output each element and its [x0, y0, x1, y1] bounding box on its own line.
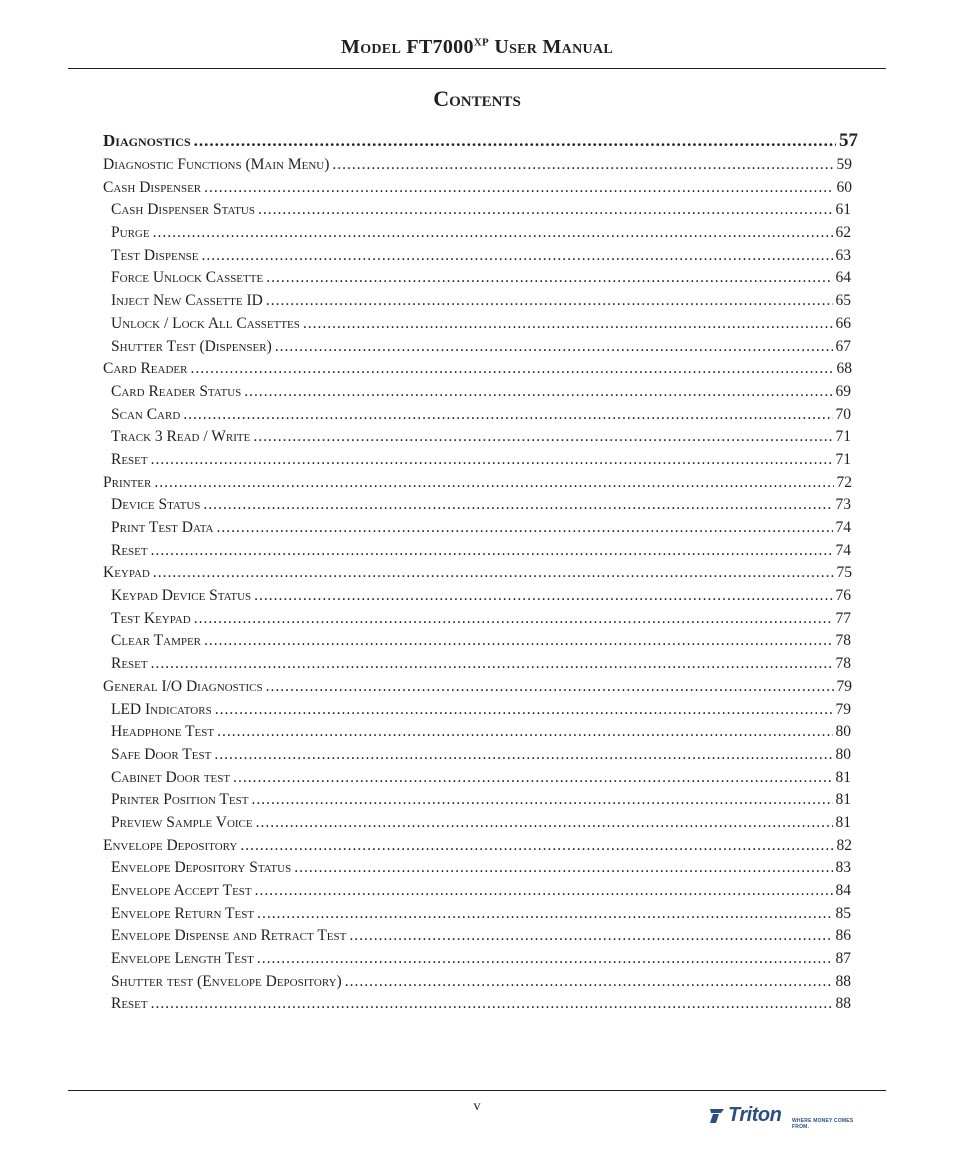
toc-entry[interactable]: [103, 610, 858, 633]
toc-dot-leader: [233, 769, 832, 787]
toc-entry-page: 86: [835, 927, 851, 945]
toc-entry[interactable]: [103, 746, 858, 769]
toc-entry-page: 83: [835, 859, 851, 877]
toc-entry-page: 57: [839, 130, 858, 151]
toc-dot-leader: [151, 995, 833, 1013]
toc-entry[interactable]: [103, 678, 858, 701]
toc-entry-label: Purge: [111, 224, 150, 242]
toc-entry[interactable]: [103, 859, 858, 882]
toc-dot-leader: [294, 859, 832, 877]
toc-entry-page: 71: [835, 428, 851, 446]
logo-brand-text: Triton: [728, 1104, 782, 1126]
header-rule: [68, 68, 886, 69]
toc-dot-leader: [190, 360, 833, 378]
toc-entry-page: 81: [835, 813, 851, 831]
toc-entry[interactable]: [103, 247, 858, 270]
toc-entry-label: Cash Dispenser Status: [111, 201, 255, 219]
toc-entry-label: Reset: [111, 450, 148, 468]
toc-entry[interactable]: [103, 156, 858, 179]
toc-dot-leader: [153, 224, 833, 242]
toc-entry-page: 61: [835, 201, 851, 219]
toc-entry[interactable]: [103, 587, 858, 610]
toc-dot-leader: [204, 632, 832, 650]
toc-entry[interactable]: [103, 224, 858, 247]
toc-dot-leader: [203, 496, 832, 514]
toc-entry[interactable]: [103, 655, 858, 678]
toc-entry-page: 66: [835, 314, 851, 332]
toc-dot-leader: [244, 383, 832, 401]
toc-entry-page: 80: [835, 745, 851, 763]
toc-entry-page: 73: [835, 496, 851, 514]
toc-entry-page: 69: [835, 382, 851, 400]
toc-entry-label: Envelope Accept Test: [111, 882, 252, 899]
toc-entry[interactable]: [103, 519, 858, 542]
toc-entry[interactable]: [103, 179, 858, 202]
toc-entry[interactable]: [103, 360, 858, 383]
toc-entry-label: Printer Position Test: [111, 791, 249, 809]
toc-entry-label: Reset: [111, 995, 148, 1013]
toc-entry[interactable]: [103, 791, 858, 814]
toc-entry-label: Envelope Return Test: [111, 904, 255, 922]
toc-dot-leader: [266, 269, 832, 287]
toc-dot-leader: [216, 519, 832, 537]
toc-entry-label: Card Reader: [103, 360, 188, 378]
header-model-prefix: Model FT7000: [341, 36, 474, 58]
toc-entry[interactable]: [103, 474, 858, 497]
toc-entry[interactable]: [103, 973, 858, 996]
toc-entry[interactable]: [103, 130, 858, 156]
toc-entry[interactable]: [103, 451, 858, 474]
toc-entry[interactable]: [103, 201, 858, 224]
triton-mark-icon: [708, 1106, 726, 1124]
toc-entry-page: 72: [836, 473, 852, 491]
toc-entry-label: Envelope Depository: [103, 836, 238, 854]
toc-entry-label: General I/O Diagnostics: [103, 677, 263, 695]
toc-entry-label: Cash Dispenser: [103, 178, 202, 196]
toc-entry-label: Envelope Dispense and Retract Test: [111, 927, 347, 945]
toc-entry-label: Device Status: [111, 496, 201, 514]
toc-dot-leader: [202, 247, 833, 265]
toc-entry-label: Safe Door Test: [111, 745, 212, 763]
toc-entry-page: 70: [835, 405, 851, 423]
logo-tagline: WHERE MONEY COMES FROM.: [792, 1118, 854, 1130]
header-model-superscript: XP: [473, 36, 490, 49]
toc-entry-page: 67: [835, 337, 851, 355]
toc-entry-label: Keypad: [103, 564, 150, 582]
toc-dot-leader: [154, 474, 833, 492]
toc-dot-leader: [151, 451, 833, 469]
toc-dot-leader: [194, 610, 833, 628]
toc-entry-page: 59: [836, 156, 852, 173]
toc-entry-page: 74: [835, 541, 851, 559]
toc-entry-page: 81: [835, 791, 851, 809]
toc-entry-page: 84: [835, 882, 851, 899]
page-header: [0, 36, 954, 59]
page-title: Contents: [433, 86, 521, 111]
toc-entry[interactable]: [103, 769, 858, 792]
toc-entry[interactable]: [103, 564, 858, 587]
toc-entry-label: Headphone Test: [111, 723, 215, 741]
toc-dot-leader: [215, 701, 833, 719]
toc-entry[interactable]: [103, 338, 858, 361]
toc-entry-label: Envelope Length Test: [111, 950, 254, 968]
toc-entry-page: 77: [835, 609, 851, 627]
toc-entry-label: Envelope Depository Status: [111, 859, 292, 877]
toc-dot-leader: [257, 905, 832, 923]
toc-dot-leader: [194, 131, 836, 151]
toc-entry-label: Keypad Device Status: [111, 587, 252, 605]
toc-entry-page: 79: [835, 700, 851, 718]
toc-entry[interactable]: [103, 383, 858, 406]
footer-rule: [68, 1090, 886, 1091]
toc-entry-label: Test Keypad: [111, 609, 191, 627]
toc-entry-page: 71: [835, 450, 851, 468]
table-of-contents: [103, 130, 858, 1018]
toc-entry-label: Diagnostics: [103, 131, 191, 150]
toc-entry-page: 88: [835, 972, 851, 990]
toc-entry-page: 78: [835, 632, 851, 650]
toc-entry-page: 75: [836, 564, 852, 582]
toc-dot-leader: [256, 814, 833, 832]
toc-entry[interactable]: [103, 837, 858, 860]
toc-dot-leader: [275, 338, 833, 356]
toc-dot-leader: [151, 542, 833, 560]
toc-entry-label: Test Dispense: [111, 246, 199, 264]
toc-entry-label: Shutter Test (Dispenser): [111, 337, 272, 355]
toc-dot-leader: [204, 179, 833, 197]
toc-entry-label: Card Reader Status: [111, 382, 242, 400]
toc-dot-leader: [257, 950, 833, 968]
toc-dot-leader: [349, 927, 832, 945]
toc-entry-label: Shutter test (Envelope Depository): [111, 972, 342, 990]
toc-dot-leader: [151, 655, 833, 673]
toc-dot-leader: [253, 428, 832, 446]
toc-entry-page: 78: [835, 655, 851, 673]
toc-entry-label: Unlock / Lock All Cassettes: [111, 314, 300, 332]
toc-entry-page: 80: [835, 723, 851, 741]
toc-dot-leader: [332, 156, 833, 174]
toc-entry-page: 64: [835, 269, 851, 287]
toc-entry[interactable]: [103, 882, 858, 905]
toc-entry-page: 65: [835, 292, 851, 310]
toc-entry[interactable]: [103, 496, 858, 519]
toc-entry-label: LED Indicators: [111, 700, 212, 718]
toc-entry-page: 63: [835, 246, 851, 264]
toc-dot-leader: [255, 882, 833, 900]
toc-entry[interactable]: [103, 814, 858, 837]
toc-entry[interactable]: [103, 406, 858, 429]
toc-entry-page: 82: [836, 836, 852, 854]
toc-entry[interactable]: [103, 927, 858, 950]
toc-entry-page: 68: [836, 360, 852, 378]
toc-dot-leader: [266, 678, 834, 696]
toc-entry[interactable]: [103, 269, 858, 292]
toc-entry-page: 88: [835, 995, 851, 1013]
toc-entry-label: Track 3 Read / Write: [111, 428, 251, 446]
toc-entry-page: 74: [835, 519, 851, 536]
toc-dot-leader: [153, 564, 834, 582]
triton-logo: [708, 1104, 870, 1132]
toc-entry-label: Printer: [103, 473, 152, 491]
toc-entry[interactable]: [103, 905, 858, 928]
header-manual-label: User Manual: [494, 36, 613, 58]
page-number: v: [473, 1099, 481, 1114]
toc-dot-leader: [258, 201, 833, 219]
toc-dot-leader: [240, 837, 833, 855]
toc-entry[interactable]: [103, 723, 858, 746]
toc-entry-label: Cabinet Door test: [111, 768, 231, 786]
toc-entry-page: 60: [836, 178, 852, 196]
toc-entry-page: 62: [835, 224, 851, 242]
toc-entry-page: 87: [835, 950, 851, 968]
toc-entry-label: Inject New Cassette ID: [111, 292, 263, 310]
toc-entry-label: Clear Tamper: [111, 632, 202, 650]
toc-entry-page: 76: [835, 587, 851, 605]
toc-entry[interactable]: [103, 701, 858, 724]
toc-entry[interactable]: [103, 542, 858, 565]
toc-entry-label: Scan Card: [111, 405, 181, 423]
toc-dot-leader: [266, 292, 833, 310]
toc-entry[interactable]: [103, 950, 858, 973]
toc-entry-label: Reset: [111, 655, 148, 673]
toc-dot-leader: [183, 406, 832, 424]
toc-entry-label: Reset: [111, 541, 148, 559]
toc-entry[interactable]: [103, 428, 858, 451]
toc-entry-label: Diagnostic Functions (Main Menu): [103, 156, 330, 173]
toc-dot-leader: [217, 723, 832, 741]
toc-entry[interactable]: [103, 632, 858, 655]
toc-entry-label: Preview Sample Voice: [111, 813, 253, 831]
toc-dot-leader: [251, 791, 832, 809]
toc-entry[interactable]: [103, 292, 858, 315]
toc-entry-page: 85: [835, 904, 851, 922]
toc-entry-page: 79: [836, 677, 852, 695]
toc-entry[interactable]: [103, 315, 858, 338]
toc-dot-leader: [345, 973, 833, 991]
toc-dot-leader: [254, 587, 832, 605]
toc-entry-label: Print Test Data: [111, 519, 214, 536]
toc-entry-label: Force Unlock Cassette: [111, 269, 264, 287]
toc-entry-page: 81: [835, 768, 851, 786]
toc-entry[interactable]: [103, 995, 858, 1018]
toc-dot-leader: [303, 315, 833, 333]
toc-dot-leader: [214, 746, 832, 764]
